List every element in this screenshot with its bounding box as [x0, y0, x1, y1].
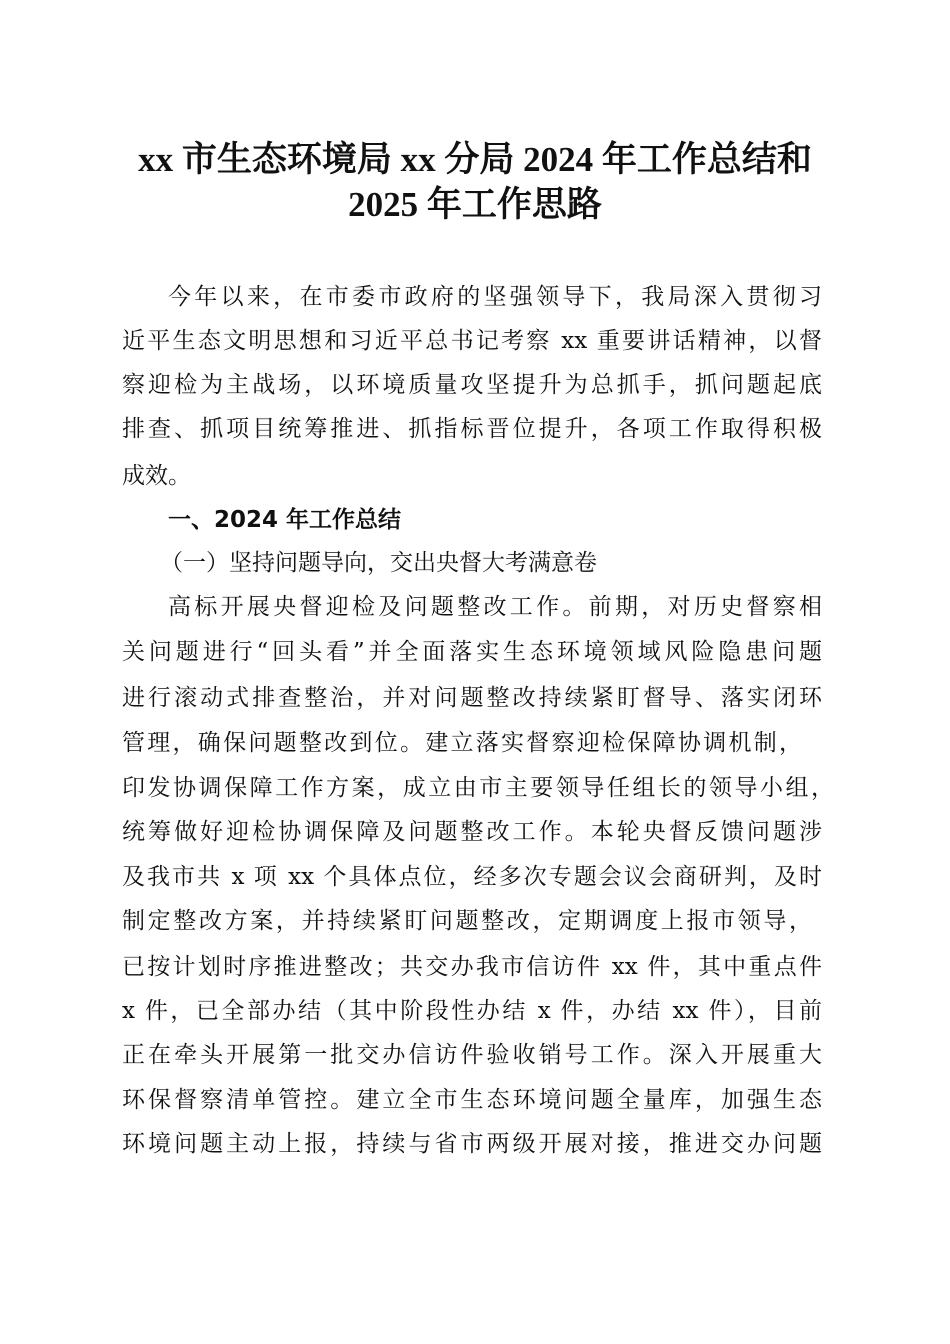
intro-line: 成效。 [122, 463, 191, 489]
body-line: 统筹做好迎检协调保障及问题整改工作。本轮央督反馈问题涉 [122, 819, 822, 845]
intro-line: 近平生态文明思想和习近平总书记考察 xx 重要讲话精神，以督 [122, 328, 822, 354]
body-line: 制定整改方案，并持续紧盯问题整改，定期调度上报市领导， [122, 908, 812, 934]
document-title-line-1: xx 市生态环境局 xx 分局 2024 年工作总结和 [138, 140, 812, 179]
intro-line: 察迎检为主战场，以环境质量攻坚提升为总抓手，抓问题起底 [122, 372, 822, 398]
body-line: 正在牵头开展第一批交办信访件验收销号工作。深入开展重大 [122, 1042, 822, 1068]
body-line: 已按计划时序推进整改；共交办我市信访件 xx 件，其中重点件 [122, 954, 822, 980]
body-line: 管理，确保问题整改到位。建立落实督察迎检保障协调机制， [122, 730, 802, 756]
intro-line: 排查、抓项目统筹推进、抓指标晋位提升，各项工作取得积极 [122, 416, 822, 442]
intro-line: 今年以来，在市委市政府的坚强领导下，我局深入贯彻习 [168, 284, 822, 310]
subsection-heading: （一）坚持问题导向，交出央督大考满意卷 [160, 550, 597, 576]
body-line: 环保督察清单管控。建立全市生态环境问题全量库，加强生态 [122, 1087, 822, 1113]
section-heading: 一、2024 年工作总结 [168, 507, 402, 533]
body-line: 高标开展央督迎检及问题整改工作。前期，对历史督察相 [168, 594, 822, 620]
body-line: 环境问题主动上报，持续与省市两级开展对接，推进交办问题 [122, 1131, 822, 1157]
body-line: x 件，已全部办结（其中阶段性办结 x 件，办结 xx 件），目前 [122, 998, 822, 1024]
body-line: 及我市共 x 项 xx 个具体点位，经多次专题会议会商研判，及时 [122, 864, 822, 890]
body-line: 印发协调保障工作方案，成立由市主要领导任组长的领导小组， [122, 775, 834, 801]
body-line: 关问题进行“回头看”并全面落实生态环境领域风险隐患问题 [122, 639, 822, 665]
document-title-line-2: 2025 年工作思路 [348, 185, 602, 224]
body-line: 进行滚动式排查整治，并对问题整改持续紧盯督导、落实闭环 [122, 685, 822, 711]
